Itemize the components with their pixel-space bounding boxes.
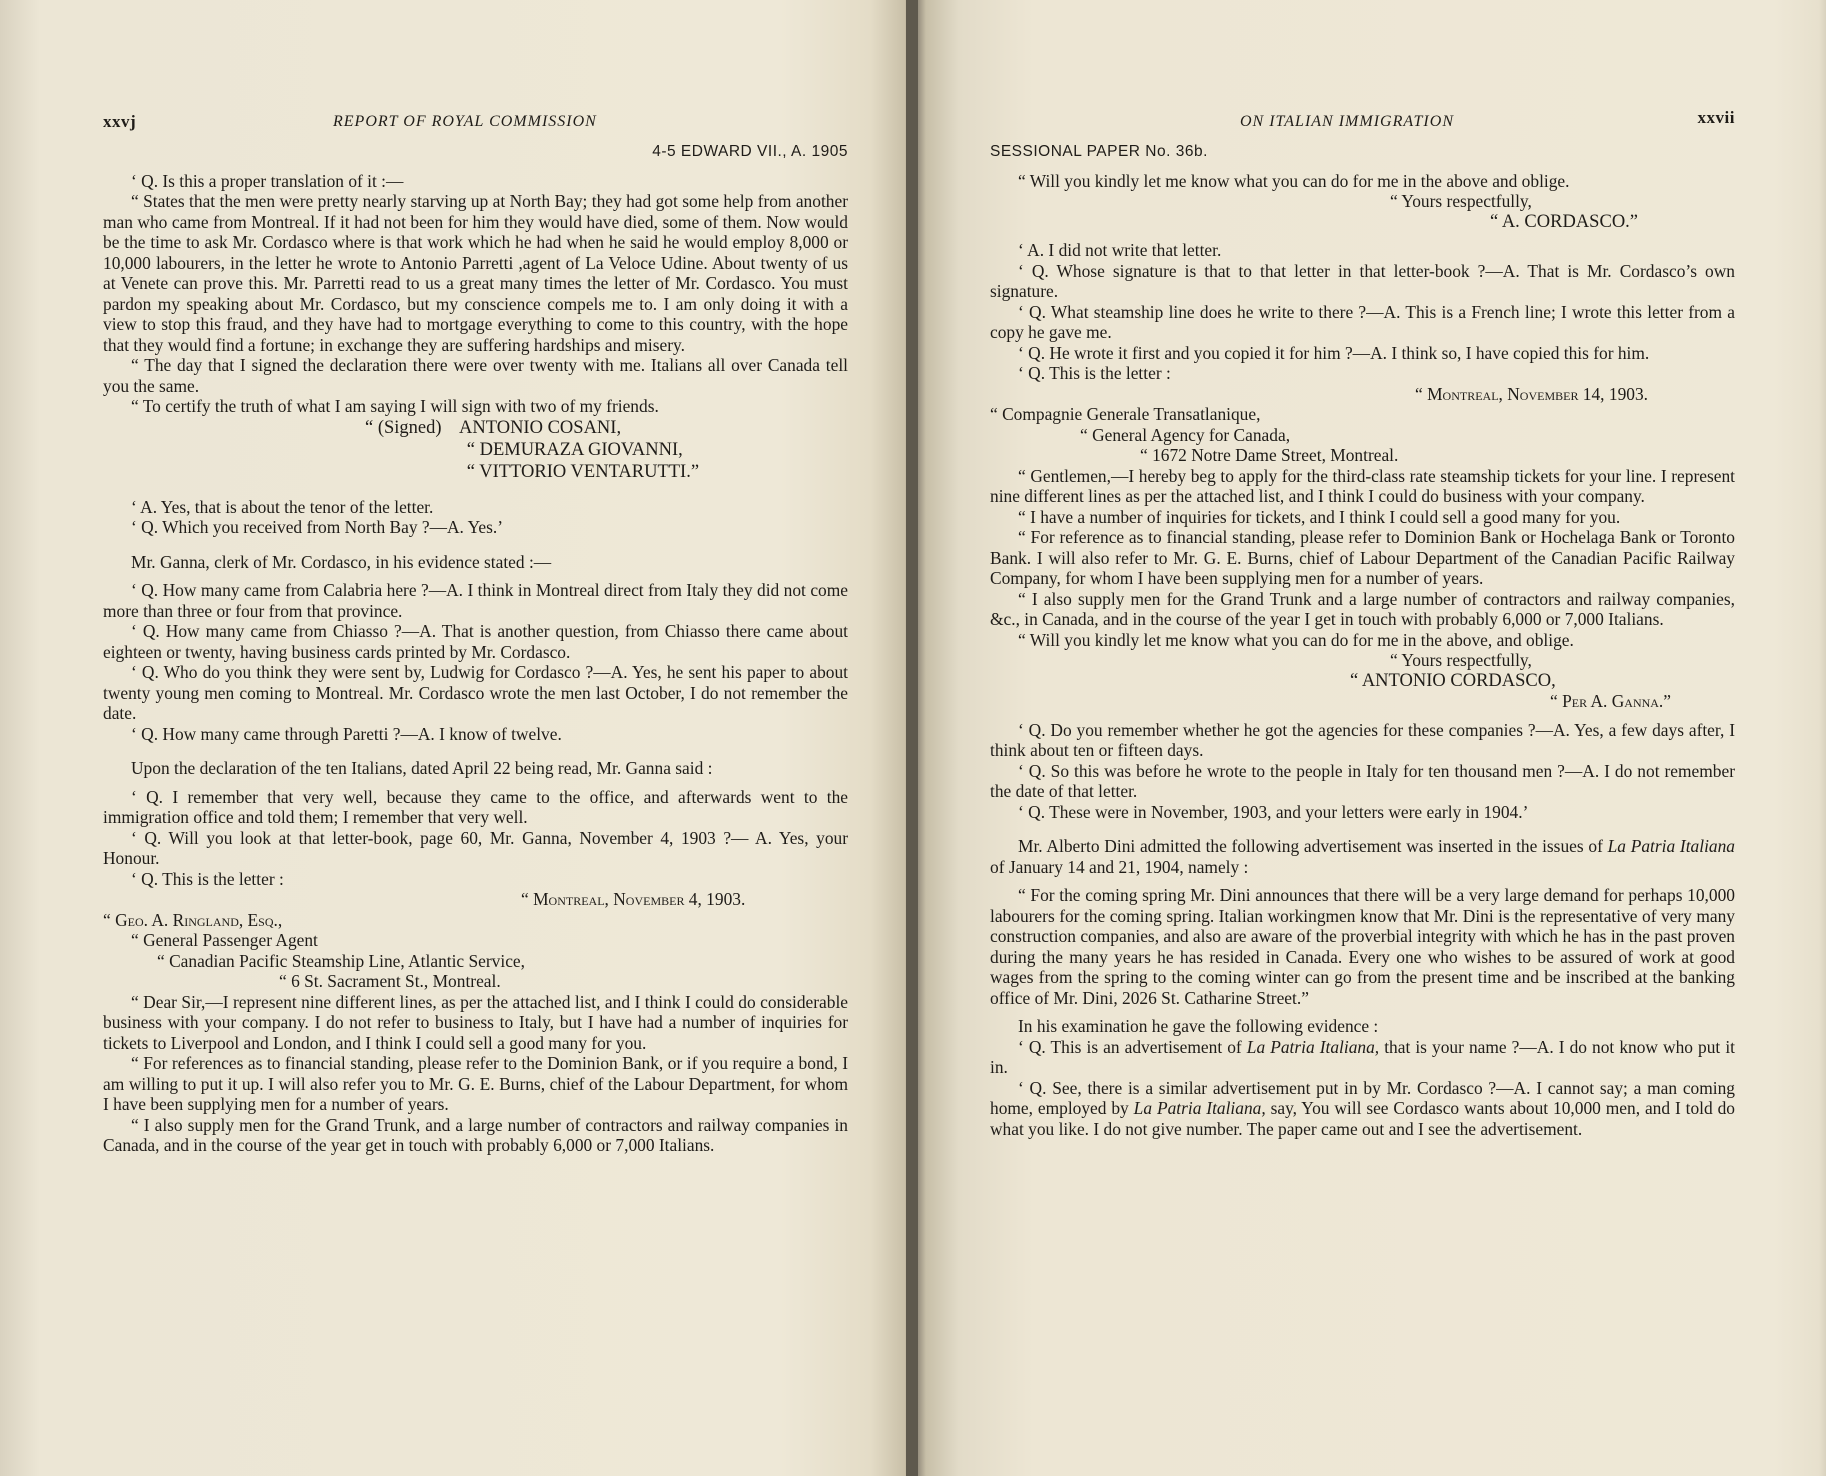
right-running-title: ON ITALIAN IMMIGRATION: [1240, 113, 1454, 130]
paragraph: “ Gentlemen,—I hereby beg to apply for the third-class rate steamship tickets for your line. I represent nine different lines as per the attached list, and I think I could do business with your company.: [990, 465, 1735, 506]
left-page-content: [103, 112, 848, 1156]
paragraph: ‘ Q. What steamship line does he write to there ?—A. This is a French line; I wrote this letter from a copy he gave me.: [990, 301, 1735, 342]
paragraph: “ I also supply men for the Grand Trunk and a large number of contractors and railway companies, &c., in Canada, and in the course of the year I get in touch with probably 6,000 or 7,000 Italians.: [990, 588, 1735, 629]
signature-line: “ VITTORIO VENTARUTTI.”: [365, 461, 700, 482]
paragraph: ‘ Q. So this was before he wrote to the people in Italy for ten thousand men ?—A. I do not remember the date of that letter.: [990, 760, 1735, 801]
paragraph: ‘ Q. How many came through Paretti ?—A. I know of twelve.: [131, 723, 562, 744]
right-folio: xxvii: [1697, 108, 1735, 127]
paragraph: ‘ Q. This is the letter :: [131, 868, 284, 889]
paragraph: “ I also supply men for the Grand Trunk, and a large number of contractors and railway companies in Canada, and in the course of the year get in touch with probably 6,000 or 7,000 Italians.: [103, 1114, 848, 1155]
sessional-paper-line: SESSIONAL PAPER No. 36b.: [990, 143, 1208, 160]
letter-address: “ Canadian Pacific Steamship Line, Atlantic Service,: [157, 950, 525, 971]
paragraph: “ Will you kindly let me know what you can do for me in the above, and oblige.: [1018, 629, 1574, 650]
paragraph: “ The day that I signed the declaration there were over twenty with me. Italians all over Canada tell you the same.: [103, 355, 848, 396]
paragraph: “ For references as to financial standing, please refer to the Dominion Bank, or if you require a bond, I am willing to put it up. I will also refer you to Mr. G. E. Burns, chief of the Labour Department, for whom I have been supplying men for a number of years.: [103, 1053, 848, 1114]
letter-signature: “ A. CORDASCO.”: [1490, 211, 1639, 232]
left-running-title: REPORT OF ROYAL COMMISSION: [333, 113, 597, 130]
paragraph: ‘ Q. Whose signature is that to that letter in that letter-book ?—A. That is Mr. Cordasco’s own signature.: [990, 260, 1735, 301]
paragraph: “ For the coming spring Mr. Dini announces that there will be a very large demand for perhaps 10,000 labourers for the coming spring. Italian workingmen know that Mr. Dini is the representative of very many construction companies, and also are aware of the proverbial integrity with which he has in the past proven during the many years he has resided in Canada. Every one who wishes to be assured of work at good wages from the spring to the coming winter can go from the present time and be inscribed at the banking office of Mr. Dini, 2026 St. Catharine Street.”: [990, 885, 1735, 1008]
paragraph: “ For reference as to financial standing, please refer to Dominion Bank or Hochelaga Bank or Toronto Bank. I will also refer to Mr. G. E. Burns, chief of Labour Department of the Canadian Pacific Railway Company, for whom I have been supplying men for a number of years.: [990, 527, 1735, 588]
letter-signature-per: “ Per A. Ganna.”: [1550, 691, 1672, 711]
signature-block: [365, 417, 848, 483]
paragraph: Upon the declaration of the ten Italians, dated April 22 being read, Mr. Ganna said :: [131, 758, 713, 778]
paragraph: ‘ Q. See, there is a similar advertisement put in by Mr. Cordasco ?—A. I cannot say; a man coming home, employed by La Patria Italiana, say, You will see Cordasco wants about 10,000 men, and I told do what you like. I do not give number. The paper came out and I see the advertisement.: [990, 1077, 1735, 1139]
letter-dateline: “ Montreal, November 14, 1903.: [1415, 383, 1649, 404]
right-running-head: [990, 108, 1735, 140]
paragraph: Mr. Alberto Dini admitted the following advertisement was inserted in the issues of La Patria Italiana of January 14 and 21, 1904, namely :: [990, 836, 1735, 877]
left-running-head: [103, 112, 848, 140]
edition-line: 4-5 EDWARD VII., A. 1905: [652, 143, 848, 160]
letter-address: “ 6 St. Sacrament St., Montreal.: [279, 971, 501, 991]
paragraph: ‘ Q. Which you received from North Bay ?—A. Yes.’: [131, 517, 504, 537]
paragraph: ‘ Q. These were in November, 1903, and your letters were early in 1904.’: [1018, 801, 1529, 822]
paragraph: “ Will you kindly let me know what you can do for me in the above and oblige.: [1018, 170, 1570, 191]
paragraph: ‘ Q. This is the letter :: [1018, 363, 1171, 383]
right-page-content: [990, 108, 1735, 1139]
paragraph: ‘ Q. Is this a proper translation of it :—: [131, 170, 404, 191]
paragraph: “ I have a number of inquiries for tickets, and I think I could sell a good many for you.: [1018, 506, 1621, 527]
paragraph: ‘ Q. Do you remember whether he got the agencies for these companies ?—A. Yes, a few days after, I think about ten or fifteen days.: [990, 719, 1735, 760]
paragraph: In his examination he gave the following evidence :: [1018, 1016, 1379, 1036]
signature-line: “ (Signed) ANTONIO COSANI,: [365, 417, 622, 438]
paragraph: ‘ Q. Who do you think they were sent by, Ludwig for Cordasco ?—A. Yes, he sent his paper to about twenty young men coming to Montreal. Mr. Cordasco wrote the men last October, I do not remember the date.: [103, 662, 848, 723]
paragraph: “ To certify the truth of what I am saying I will sign with two of my friends.: [131, 396, 659, 416]
signature-line: “ DEMURAZA GIOVANNI,: [365, 439, 683, 460]
paragraph: “ Dear Sir,—I represent nine different lines, as per the attached list, and I think I could do considerable business with your company. I do not refer to business to Italy, but I have had a number of inquiries for tickets to Liverpool and London, and I think I could sell a good many for you.: [103, 991, 848, 1053]
letter-signature: “ ANTONIO CORDASCO,: [1350, 670, 1556, 691]
paragraph: “ States that the men were pretty nearly starving up at North Bay; they had got some help from another man who came from Montreal. If it had not been for him they would have died, some of them. Now would be the time to ask Mr. Cordasco where is that work which he had when he said he would employ 8,000 or 10,000 labourers, in the letter he wrote to Antonio Parretti ,agent of La Veloce Udine. About twenty of us at Venete can prove this. Mr. Parretti read to us a great many times the letter of Mr. Cordasco. You must pardon my speaking about Mr. Cordasco, but my conscience compels me to. I am only doing it with a view to stop this fraud, and they have had to mortgage everything to come to this country, with the hope that they would find a fortune; in exchange they are suffering hardships and misery.: [103, 191, 848, 355]
left-folio: xxvj: [103, 112, 137, 131]
paragraph: ‘ Q. How many came from Calabria here ?—A. I think in Montreal direct from Italy they did not come more than three or four from that province.: [103, 580, 848, 621]
paragraph: ‘ Q. He wrote it first and you copied it for him ?—A. I think so, I have copied this for him.: [1018, 342, 1650, 363]
letter-address: “ General Passenger Agent: [131, 930, 318, 950]
paragraph: ‘ A. Yes, that is about the tenor of the letter.: [131, 496, 434, 517]
letter-dateline: “ Montreal, November 4, 1903.: [521, 889, 746, 909]
letter-address: “ 1672 Notre Dame Street, Montreal.: [1140, 445, 1399, 465]
paragraph: ‘ Q. Will you look at that letter-book, page 60, Mr. Ganna, November 4, 1903 ?— A. Yes, your Honour.: [103, 827, 848, 868]
paragraph: ‘ Q. How many came from Chiasso ?—A. That is another question, from Chiasso there came about eighteen or twenty, having business cards printed by Mr. Cordasco.: [103, 621, 848, 662]
letter-address: “ Geo. A. Ringland, Esq.,: [103, 909, 283, 930]
letter-closing: “ Yours respectfully,: [1390, 650, 1532, 670]
paragraph: ‘ A. I did not write that letter.: [1018, 240, 1222, 260]
letter-address: “ General Agency for Canada,: [1080, 424, 1291, 445]
letter-address: “ Compagnie Generale Transatlanique,: [990, 404, 1261, 424]
paragraph: Mr. Ganna, clerk of Mr. Cordasco, in his evidence stated :—: [131, 551, 552, 572]
letter-closing: “ Yours respectfully,: [1390, 191, 1532, 211]
book-spine: [906, 0, 918, 1476]
paragraph: ‘ Q. I remember that very well, because they came to the office, and afterwards went to the immigration office and told them; I remember that very well.: [103, 786, 848, 827]
paragraph: ‘ Q. This is an advertisement of La Patria Italiana, that is your name ?—A. I do not know who put it in.: [990, 1036, 1735, 1077]
